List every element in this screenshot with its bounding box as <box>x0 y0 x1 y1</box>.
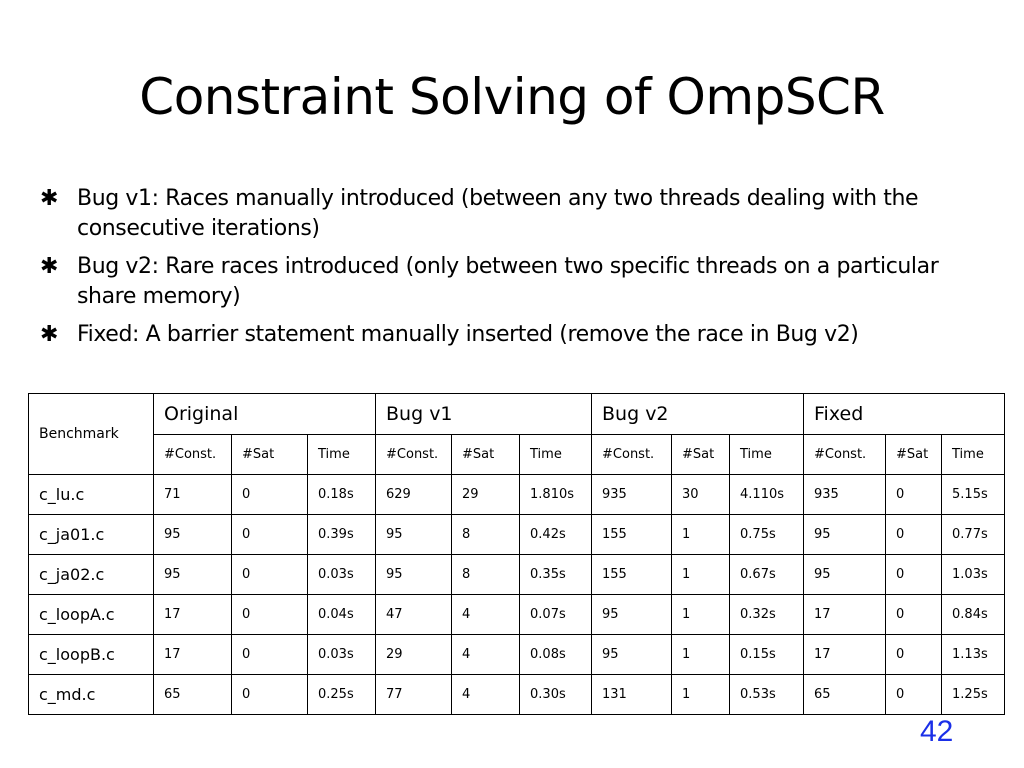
table-cell: 0.18s <box>308 475 376 515</box>
table-cell: 29 <box>452 475 520 515</box>
table-cell: 4 <box>452 595 520 635</box>
table-cell: 1 <box>672 675 730 715</box>
table-cell: 0 <box>232 635 308 675</box>
group-header-bug-v2: Bug v2 <box>592 394 804 435</box>
table-cell: 1.03s <box>942 555 1005 595</box>
table-cell: 8 <box>452 515 520 555</box>
table-cell: 0.32s <box>730 595 804 635</box>
table-cell: 0.07s <box>520 595 592 635</box>
table-cell: 17 <box>154 595 232 635</box>
table-cell: 0.53s <box>730 675 804 715</box>
table-cell: 0 <box>886 635 942 675</box>
bullet-text: Fixed: A barrier statement manually inserted (remove the race in Bug v2) <box>77 322 859 347</box>
table-row <box>29 595 1005 635</box>
table-cell: 30 <box>672 475 730 515</box>
subheader-time: Time <box>942 435 1005 475</box>
table-cell: 95 <box>154 515 232 555</box>
table-cell: 0.30s <box>520 675 592 715</box>
table-cell: 0 <box>886 515 942 555</box>
bullet-text: Bug v1: Races manually introduced (between any two threads dealing with the consecutive iterations) <box>77 186 919 241</box>
table-cell: 0.67s <box>730 555 804 595</box>
table-cell: 95 <box>592 595 672 635</box>
table-cell: 0 <box>232 515 308 555</box>
table-cell: 1 <box>672 635 730 675</box>
asterisk-bullet-icon: ✱ <box>39 186 59 211</box>
table-cell: 95 <box>376 515 452 555</box>
benchmark-name: c_ja01.c <box>29 515 154 555</box>
slide-title: Constraint Solving of OmpSCR <box>139 68 885 126</box>
table-cell: 0.75s <box>730 515 804 555</box>
table-cell: 0 <box>886 555 942 595</box>
table-cell: 4.110s <box>730 475 804 515</box>
table-cell: 4 <box>452 675 520 715</box>
table-cell: 0.03s <box>308 555 376 595</box>
table-cell: 0.15s <box>730 635 804 675</box>
table-cell: 155 <box>592 515 672 555</box>
table-cell: 0 <box>886 595 942 635</box>
table-cell: 95 <box>376 555 452 595</box>
table-row <box>29 555 1005 595</box>
table-cell: 0.03s <box>308 635 376 675</box>
table-cell: 95 <box>804 515 886 555</box>
subheader-sat: #Sat <box>886 435 942 475</box>
table-cell: 0.25s <box>308 675 376 715</box>
group-header-fixed: Fixed <box>804 394 1005 435</box>
benchmark-name: c_loopB.c <box>29 635 154 675</box>
bullet-item <box>38 184 998 244</box>
table-cell: 1 <box>672 515 730 555</box>
benchmark-name: c_loopA.c <box>29 595 154 635</box>
table-cell: 17 <box>154 635 232 675</box>
subheader-const: #Const. <box>592 435 672 475</box>
table-cell: 0.39s <box>308 515 376 555</box>
table-cell: 0.84s <box>942 595 1005 635</box>
subheader-time: Time <box>308 435 376 475</box>
table-cell: 0 <box>886 475 942 515</box>
subheader-sat: #Sat <box>452 435 520 475</box>
table-cell: 8 <box>452 555 520 595</box>
table-cell: 65 <box>804 675 886 715</box>
table-cell: 155 <box>592 555 672 595</box>
table-cell: 0.35s <box>520 555 592 595</box>
asterisk-bullet-icon: ✱ <box>39 254 59 279</box>
subheader-time: Time <box>730 435 804 475</box>
table-cell: 17 <box>804 635 886 675</box>
table-cell: 77 <box>376 675 452 715</box>
table-cell: 0 <box>232 475 308 515</box>
results-table <box>28 393 1005 715</box>
table-cell: 95 <box>804 555 886 595</box>
table-cell: 1 <box>672 555 730 595</box>
table-cell: 65 <box>154 675 232 715</box>
table-cell: 935 <box>592 475 672 515</box>
bullet-text: Bug v2: Rare races introduced (only between two specific threads on a particular share memory) <box>77 254 939 309</box>
subheader-time: Time <box>520 435 592 475</box>
table-cell: 131 <box>592 675 672 715</box>
subheader-sat: #Sat <box>232 435 308 475</box>
table-cell: 17 <box>804 595 886 635</box>
table-cell: 71 <box>154 475 232 515</box>
subheader-sat: #Sat <box>672 435 730 475</box>
table-cell: 0.42s <box>520 515 592 555</box>
bullet-list <box>38 184 998 358</box>
table-cell: 0 <box>232 595 308 635</box>
subheader-const: #Const. <box>804 435 886 475</box>
table-cell: 47 <box>376 595 452 635</box>
bullet-item <box>38 320 998 350</box>
table-cell: 95 <box>154 555 232 595</box>
table-row <box>29 675 1005 715</box>
table-cell: 1.25s <box>942 675 1005 715</box>
benchmark-name: c_lu.c <box>29 475 154 515</box>
asterisk-bullet-icon: ✱ <box>39 322 59 347</box>
table-cell: 0 <box>232 555 308 595</box>
benchmark-header: Benchmark <box>29 394 154 475</box>
table-group-header-row <box>29 394 1005 435</box>
table-cell: 0 <box>232 675 308 715</box>
table-cell: 935 <box>804 475 886 515</box>
bullet-item <box>38 252 998 312</box>
table-cell: 4 <box>452 635 520 675</box>
table-cell: 29 <box>376 635 452 675</box>
table-row <box>29 475 1005 515</box>
table-cell: 0.08s <box>520 635 592 675</box>
table-cell: 629 <box>376 475 452 515</box>
subheader-const: #Const. <box>154 435 232 475</box>
table-cell: 5.15s <box>942 475 1005 515</box>
table-cell: 95 <box>592 635 672 675</box>
table-cell: 1.810s <box>520 475 592 515</box>
benchmark-name: c_md.c <box>29 675 154 715</box>
page-number: 42 <box>920 715 954 748</box>
group-header-bug-v1: Bug v1 <box>376 394 592 435</box>
group-header-original: Original <box>154 394 376 435</box>
table-subheader-row <box>29 435 1005 475</box>
table-row <box>29 515 1005 555</box>
subheader-const: #Const. <box>376 435 452 475</box>
table-row <box>29 635 1005 675</box>
table-cell: 1 <box>672 595 730 635</box>
table-cell: 0.04s <box>308 595 376 635</box>
table-cell: 0.77s <box>942 515 1005 555</box>
benchmark-name: c_ja02.c <box>29 555 154 595</box>
table-cell: 1.13s <box>942 635 1005 675</box>
table-cell: 0 <box>886 675 942 715</box>
